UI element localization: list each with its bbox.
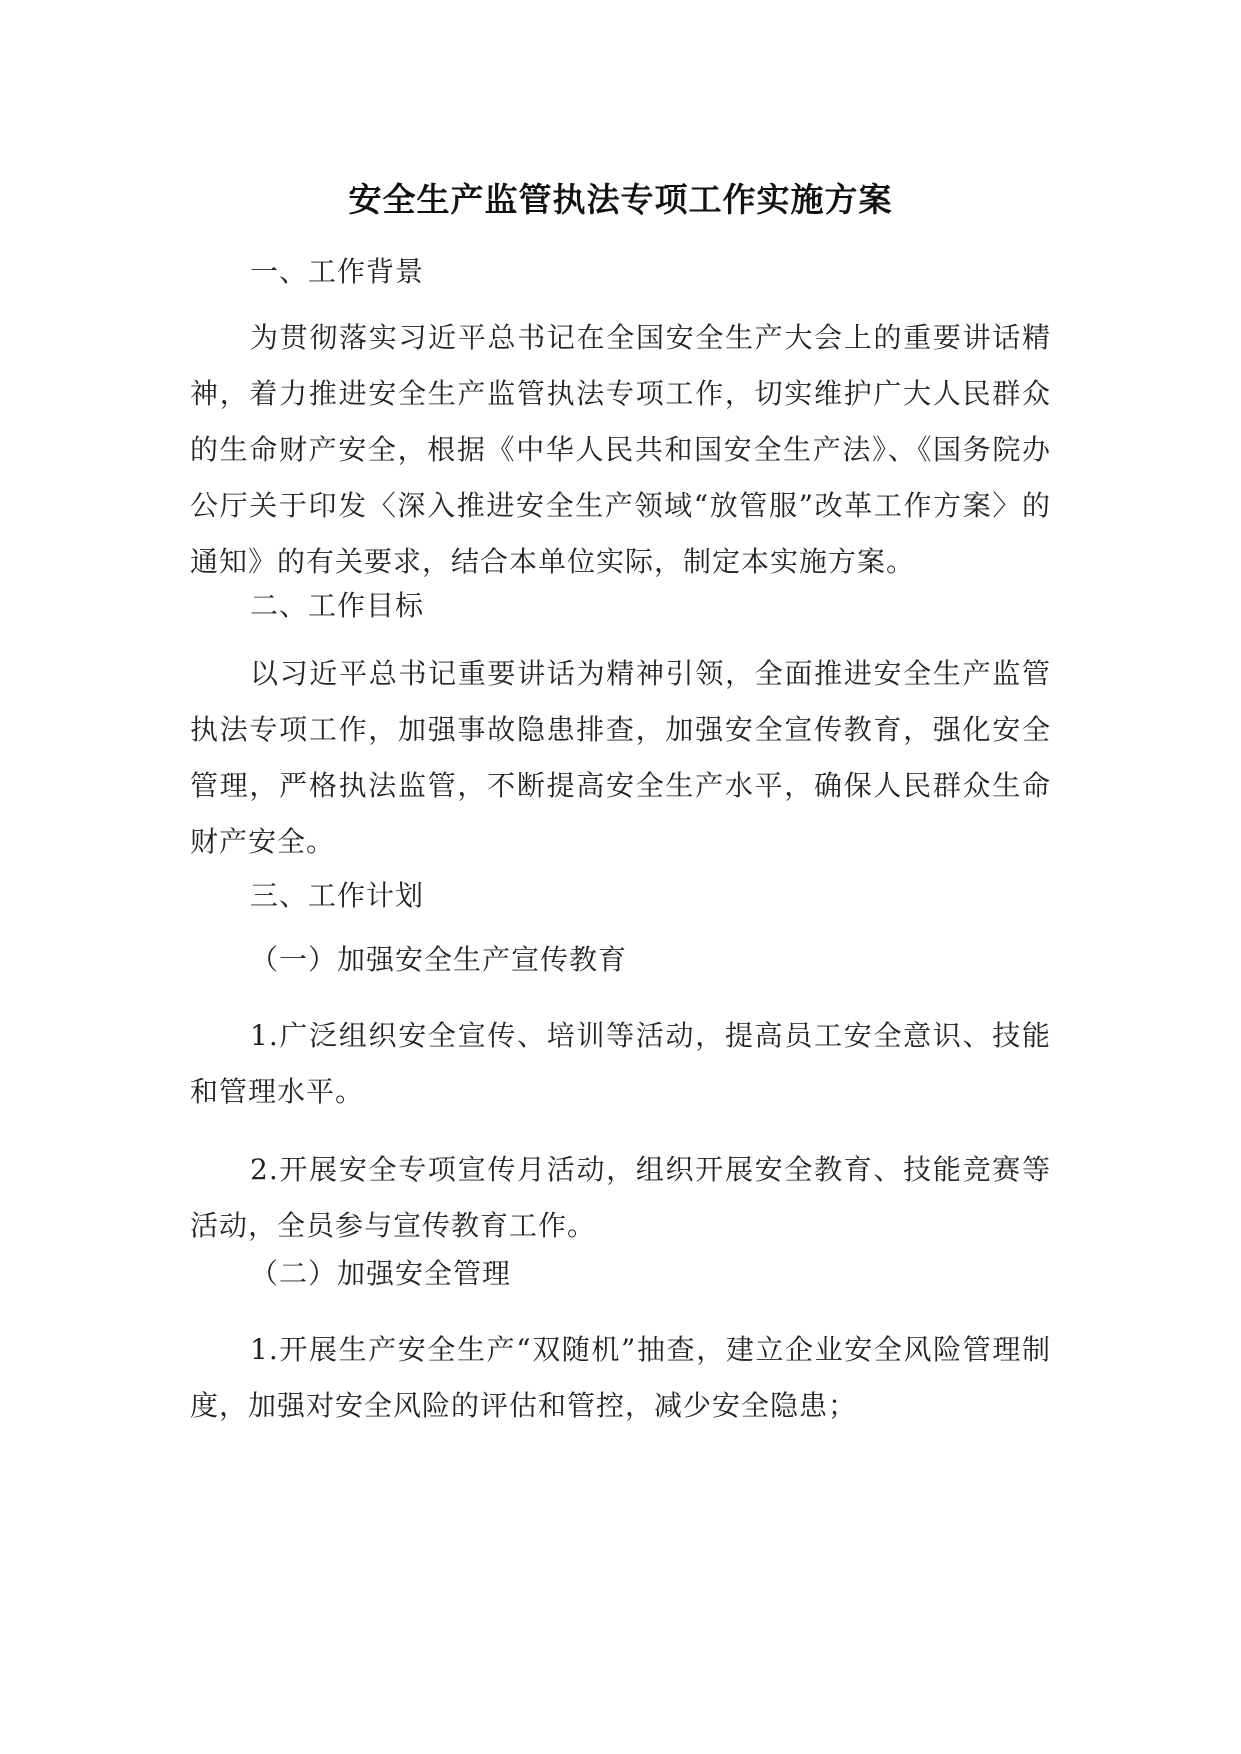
list-item-management-1: 1.开展生产安全生产“双随机”抽查，建立企业安全风险管理制度，加强对安全风险的评估和管控，减少安全隐患； — [190, 1333, 1051, 1422]
list-item-education-2: 2.开展安全专项宣传月活动，组织开展安全教育、技能竞赛等活动，全员参与宣传教育工作。 — [190, 1153, 1051, 1242]
section-heading-goals: 二、工作目标 — [250, 589, 425, 622]
section-heading-plan: 三、工作计划 — [250, 879, 425, 912]
section-heading-background: 一、工作背景 — [250, 255, 425, 288]
list-item-education-1: 1.广泛组织安全宣传、培训等活动，提高员工安全意识、技能和管理水平。 — [190, 1019, 1051, 1108]
paragraph-background: 为贯彻落实习近平总书记在全国安全生产大会上的重要讲话精神，着力推进安全生产监管执法专项工作，切实维护广大人民群众的生命财产安全，根据《中华人民共和国安全生产法》、《国务院办公厅关于印发〈深入推进安全生产领域“放管服”改革工作方案〉的通知》的有关要求，结合本单位实际，制定本实施方案。 — [190, 321, 1051, 578]
document-title: 安全生产监管执法专项工作实施方案 — [348, 180, 893, 219]
subsection-heading-education: （一）加强安全生产宣传教育 — [250, 943, 628, 976]
subsection-heading-management: （二）加强安全管理 — [250, 1257, 512, 1290]
paragraph-goals: 以习近平总书记重要讲话为精神引领，全面推进安全生产监管执法专项工作，加强事故隐患排查，加强安全宣传教育，强化安全管理，严格执法监管，不断提高安全生产水平，确保人民群众生命财产安全。 — [190, 657, 1051, 858]
